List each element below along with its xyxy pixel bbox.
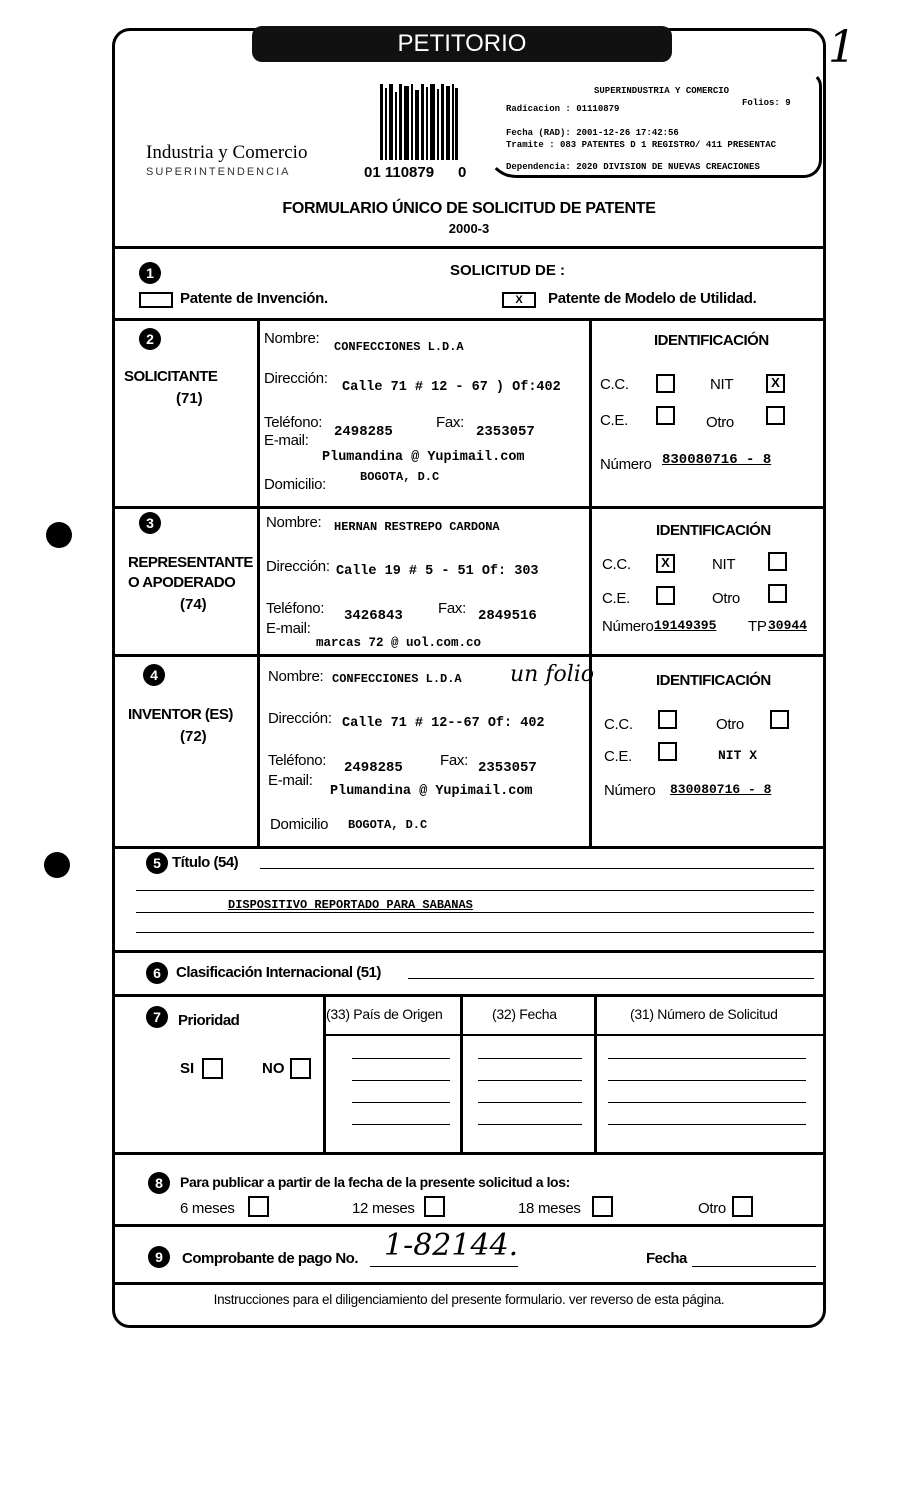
col-numero-solicitud: (31) Número de Solicitud — [630, 1006, 778, 1022]
fecha-label: Fecha — [646, 1250, 687, 1267]
representante-tp: 30944 — [768, 618, 808, 633]
barcode-suffix: 0 — [458, 164, 467, 181]
solicitante-numero: 830080716 - 8 — [662, 452, 772, 468]
inventor-domicilio: BOGOTA, D.C — [348, 818, 428, 832]
solicitante-telefono: 2498285 — [334, 424, 393, 440]
label-otro: Otro — [712, 590, 740, 607]
checkbox-publicar-otro[interactable] — [732, 1196, 753, 1217]
checkbox-nit[interactable]: X — [766, 374, 785, 393]
label-email: E-mail: — [268, 772, 313, 789]
label-telefono: Teléfono: — [268, 752, 327, 769]
label-ce: C.E. — [604, 748, 632, 765]
section-number: 2 — [139, 328, 161, 350]
label-tp: TP — [748, 618, 767, 635]
representante-direccion: Calle 19 # 5 - 51 Of: 303 — [336, 564, 539, 579]
label-domicilio: Domicilio — [270, 816, 329, 833]
checkbox-12-meses[interactable] — [424, 1196, 445, 1217]
page-number: 1 — [828, 22, 856, 73]
numero-line-3 — [608, 1102, 806, 1103]
solicitante-domicilio: BOGOTA, D.C — [360, 470, 440, 484]
label-cc: C.C. — [604, 716, 633, 733]
checkbox-18-meses[interactable] — [592, 1196, 613, 1217]
checkbox-nit[interactable] — [768, 552, 787, 571]
section-number: 1 — [139, 262, 161, 284]
clasificacion-label: Clasificación Internacional (51) — [176, 964, 381, 981]
titulo-line-3 — [136, 912, 814, 913]
publicar-label: Para publicar a partir de la fecha de la presente solicitud a los: — [180, 1174, 570, 1190]
label-direccion: Dirección: — [268, 710, 332, 727]
label-nit: NIT — [712, 556, 736, 573]
label-telefono: Teléfono: — [266, 600, 325, 617]
inventor-nit: NIT X — [718, 748, 758, 763]
representante-email: marcas 72 @ uol.com.co — [316, 636, 482, 650]
comprobante-line — [370, 1266, 518, 1267]
org-name: Industria y Comercio — [146, 142, 308, 163]
checkbox-ce[interactable] — [656, 406, 675, 425]
identificacion-heading: IDENTIFICACIÓN — [656, 522, 771, 539]
label-otro: Otro — [716, 716, 744, 733]
stamp-line1: SUPERINDUSTRIA Y COMERCIO — [594, 86, 730, 96]
prioridad-col-3 — [594, 994, 597, 1152]
checkbox-prioridad-no[interactable] — [290, 1058, 311, 1079]
label-domicilio: Domicilio: — [264, 476, 327, 493]
divider-3 — [112, 506, 826, 509]
section-number: 5 — [146, 852, 168, 874]
col-divider-left — [257, 318, 260, 846]
code-74: (74) — [180, 596, 207, 613]
representante-telefono: 3426843 — [344, 608, 403, 624]
inventor-numero: 830080716 - 8 — [670, 782, 772, 797]
representante-fax: 2849516 — [478, 608, 537, 624]
solicitante-fax: 2353057 — [476, 424, 535, 440]
pais-line-3 — [352, 1102, 450, 1103]
publicar-6-meses: 6 meses — [180, 1200, 235, 1217]
checkbox-otro[interactable] — [768, 584, 787, 603]
divider-9 — [112, 1224, 826, 1227]
col-divider-right — [589, 318, 592, 846]
comprobante-label: Comprobante de pago No. — [182, 1250, 358, 1267]
label-ce: C.E. — [602, 590, 630, 607]
pais-line-1 — [352, 1058, 450, 1059]
checkbox-prioridad-si[interactable] — [202, 1058, 223, 1079]
col-fecha: (32) Fecha — [492, 1006, 557, 1022]
divider-10 — [112, 1282, 826, 1285]
stamp-folios: Folios: 9 — [742, 98, 791, 108]
label-nombre: Nombre: — [266, 514, 322, 531]
inventor-email: Plumandina @ Yupimail.com — [330, 784, 533, 799]
label-email: E-mail: — [266, 620, 311, 637]
titulo-line-2 — [136, 890, 814, 891]
divider-7 — [112, 994, 826, 997]
label-cc: C.C. — [600, 376, 629, 393]
form-code: 2000-3 — [448, 221, 490, 236]
divider-1 — [112, 246, 826, 249]
publicar-18-meses: 18 meses — [518, 1200, 581, 1217]
fecha-line-3 — [478, 1102, 582, 1103]
checkbox-cc[interactable] — [658, 710, 677, 729]
checkbox-cc[interactable] — [656, 374, 675, 393]
clasificacion-line — [408, 978, 814, 979]
prioridad-label: Prioridad — [178, 1012, 240, 1029]
fecha-pago-line — [692, 1266, 816, 1267]
label-otro: Otro — [706, 414, 734, 431]
prioridad-no-label: NO — [262, 1060, 285, 1077]
label-patente-modelo-utilidad: Patente de Modelo de Utilidad. — [548, 290, 757, 307]
stamp-fecha: Fecha (RAD): 2001-12-26 17:42:56 — [506, 128, 679, 138]
label-patente-invencion: Patente de Invención. — [180, 290, 328, 307]
titulo-line-1 — [260, 868, 814, 869]
inventor-nombre: CONFECCIONES L.D.A — [332, 672, 462, 686]
stamp-tramite: Tramite : 083 PATENTES D 1 REGISTRO/ 411 PRESENTAC — [506, 140, 777, 150]
label-nombre: Nombre: — [268, 668, 324, 685]
label-fax: Fax: — [436, 414, 464, 431]
footer-instructions: Instrucciones para el diligenciamiento del presente formulario. ver reverso de esta página. — [213, 1292, 725, 1307]
titulo-value: DISPOSITIVO REPORTADO PARA SABANAS — [228, 898, 473, 912]
label-email: E-mail: — [264, 432, 309, 449]
numero-line-4 — [608, 1124, 806, 1125]
petitorio-banner — [252, 26, 672, 62]
section-number: 4 — [143, 664, 165, 686]
solicitante-nombre: CONFECCIONES L.D.A — [334, 340, 464, 354]
binder-hole-bottom — [44, 852, 70, 878]
titulo-label: Título (54) — [172, 854, 239, 871]
checkbox-cc[interactable]: X — [656, 554, 675, 573]
label-numero: Número — [600, 456, 652, 473]
label-numero: Número — [602, 618, 654, 635]
representante-numero: 19149395 — [654, 618, 717, 633]
stamp-dependencia: Dependencia: 2020 DIVISION DE NUEVAS CREACIONES — [506, 162, 760, 172]
role-representante: REPRESENTANTE — [128, 554, 253, 571]
publicar-12-meses: 12 meses — [352, 1200, 415, 1217]
label-cc: C.C. — [602, 556, 631, 573]
comprobante-value: 1-82144. — [384, 1228, 519, 1263]
representante-nombre: HERNAN RESTREPO CARDONA — [334, 520, 500, 534]
label-nombre: Nombre: — [264, 330, 320, 347]
section-number: 3 — [139, 512, 161, 534]
publicar-otro: Otro — [698, 1200, 726, 1217]
inventor-direccion: Calle 71 # 12--67 Of: 402 — [342, 716, 545, 731]
divider-5 — [112, 846, 826, 849]
role-inventor: INVENTOR (ES) — [128, 706, 233, 723]
checkbox-otro[interactable] — [766, 406, 785, 425]
identificacion-heading: IDENTIFICACIÓN — [656, 672, 771, 689]
col-pais-origen: (33) País de Origen — [326, 1006, 443, 1022]
pais-line-4 — [352, 1124, 450, 1125]
checkbox-patente-invencion[interactable] — [139, 292, 173, 308]
pais-line-2 — [352, 1080, 450, 1081]
divider-2 — [112, 318, 826, 321]
fecha-line-4 — [478, 1124, 582, 1125]
label-fax: Fax: — [438, 600, 466, 617]
label-ce: C.E. — [600, 412, 628, 429]
checkbox-6-meses[interactable] — [248, 1196, 269, 1217]
inventor-telefono: 2498285 — [344, 760, 403, 776]
label-fax: Fax: — [440, 752, 468, 769]
prioridad-header-line — [323, 1034, 826, 1036]
label-numero: Número — [604, 782, 656, 799]
code-72: (72) — [180, 728, 207, 745]
divider-6 — [112, 950, 826, 953]
section-number: 8 — [148, 1172, 170, 1194]
fecha-line-1 — [478, 1058, 582, 1059]
prioridad-col-2 — [460, 994, 463, 1152]
label-direccion: Dirección: — [266, 558, 330, 575]
divider-4 — [112, 654, 826, 657]
solicitud-title: SOLICITUD DE : — [450, 262, 565, 279]
numero-line-2 — [608, 1080, 806, 1081]
label-nit: NIT — [710, 376, 734, 393]
banner-text: PETITORIO — [397, 30, 527, 57]
checkbox-otro[interactable] — [770, 710, 789, 729]
checkbox-ce[interactable] — [658, 742, 677, 761]
identificacion-heading: IDENTIFICACIÓN — [654, 332, 769, 349]
solicitante-email: Plumandina @ Yupimail.com — [322, 450, 525, 465]
section-number: 6 — [146, 962, 168, 984]
barcode — [380, 84, 458, 160]
barcode-number: 01 110879 — [364, 164, 435, 181]
code-71: (71) — [176, 390, 203, 407]
label-telefono: Teléfono: — [264, 414, 323, 431]
fecha-line-2 — [478, 1080, 582, 1081]
role-apoderado: O APODERADO — [128, 574, 236, 591]
section-number: 7 — [146, 1006, 168, 1028]
stamp-radicacion: Radicacion : 01110879 — [506, 104, 620, 114]
label-direccion: Dirección: — [264, 370, 328, 387]
inventor-nombre-note: un folio — [510, 662, 595, 687]
titulo-line-4 — [136, 932, 814, 933]
checkbox-patente-modelo-utilidad[interactable]: X — [502, 292, 536, 308]
role-solicitante: SOLICITANTE — [124, 368, 218, 385]
solicitante-direccion: Calle 71 # 12 - 67 ) Of:402 — [342, 380, 561, 395]
inventor-fax: 2353057 — [478, 760, 537, 776]
numero-line-1 — [608, 1058, 806, 1059]
prioridad-si-label: SI — [180, 1060, 195, 1077]
binder-hole-top — [46, 522, 72, 548]
org-sub: SUPERINTENDENCIA — [146, 166, 291, 178]
section-number: 9 — [148, 1246, 170, 1268]
checkbox-ce[interactable] — [656, 586, 675, 605]
divider-8 — [112, 1152, 826, 1155]
form-title: FORMULARIO ÚNICO DE SOLICITUD DE PATENTE — [282, 200, 656, 217]
